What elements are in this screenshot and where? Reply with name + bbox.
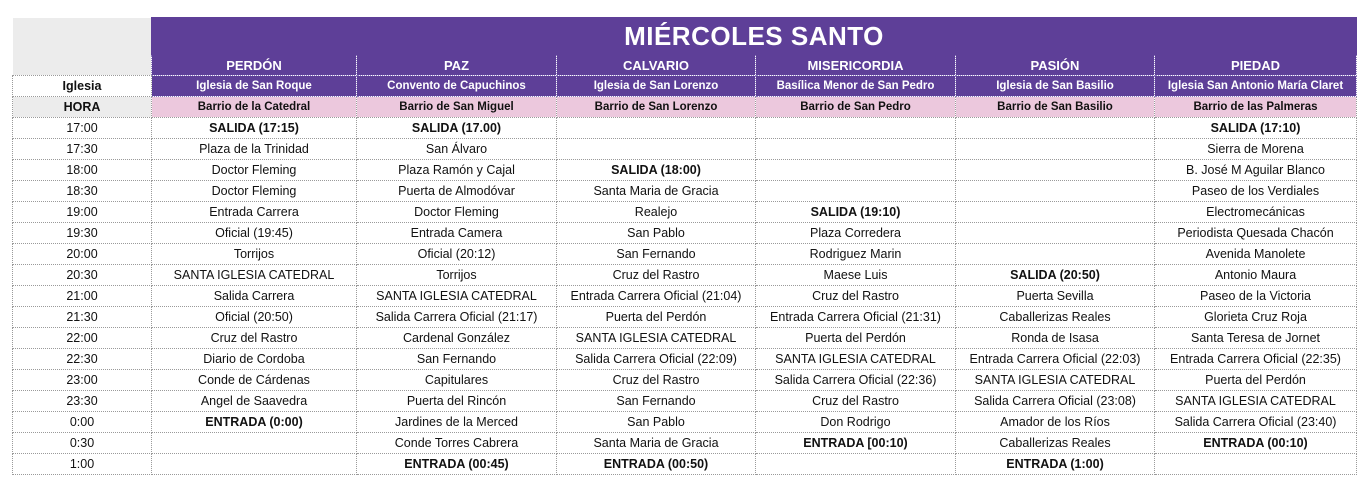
procession-schedule-table <box>12 17 1357 475</box>
route-cell: San Pablo <box>557 412 756 433</box>
route-cell: SALIDA (17.00) <box>357 118 557 139</box>
title-row <box>13 18 1357 55</box>
route-cell: Puerta Sevilla <box>956 286 1155 307</box>
brotherhood-name: PIEDAD <box>1155 55 1357 76</box>
route-cell: Salida Carrera Oficial (23:40) <box>1155 412 1357 433</box>
route-cell: SALIDA (20:50) <box>956 265 1155 286</box>
route-cell: Paseo de los Verdiales <box>1155 181 1357 202</box>
brotherhood-name: MISERICORDIA <box>756 55 956 76</box>
time-cell: 22:30 <box>13 349 152 370</box>
corner-cell <box>13 18 152 55</box>
hora-label: HORA <box>13 97 152 118</box>
route-cell: Caballerizas Reales <box>956 433 1155 454</box>
brotherhood-name: PAZ <box>357 55 557 76</box>
route-cell: Glorieta Cruz Roja <box>1155 307 1357 328</box>
route-cell: Cruz del Rastro <box>152 328 357 349</box>
route-cell <box>557 118 756 139</box>
church-name: Basílica Menor de San Pedro <box>756 76 956 97</box>
route-cell: SALIDA (19:10) <box>756 202 956 223</box>
route-cell: Paseo de la Victoria <box>1155 286 1357 307</box>
route-cell <box>152 433 357 454</box>
route-cell: Plaza Corredera <box>756 223 956 244</box>
route-cell: Cruz del Rastro <box>756 391 956 412</box>
route-cell <box>756 454 956 475</box>
barrio-name: Barrio de las Palmeras <box>1155 97 1357 118</box>
route-cell: Cardenal González <box>357 328 557 349</box>
table-row <box>13 454 1357 475</box>
route-cell: ENTRADA (00:50) <box>557 454 756 475</box>
brotherhood-name: PASIÓN <box>956 55 1155 76</box>
route-cell: San Álvaro <box>357 139 557 160</box>
route-cell: ENTRADA (1:00) <box>956 454 1155 475</box>
route-cell: Salida Carrera <box>152 286 357 307</box>
route-cell: SANTA IGLESIA CATEDRAL <box>756 349 956 370</box>
barrio-row <box>13 97 1357 118</box>
church-name: Iglesia de San Basilio <box>956 76 1155 97</box>
route-cell: Entrada Carrera Oficial (21:04) <box>557 286 756 307</box>
time-cell: 17:00 <box>13 118 152 139</box>
route-cell: Plaza de la Trinidad <box>152 139 357 160</box>
route-cell: Santa Teresa de Jornet <box>1155 328 1357 349</box>
iglesia-label: Iglesia <box>13 76 152 97</box>
route-cell <box>152 454 357 475</box>
route-cell <box>956 202 1155 223</box>
route-cell <box>1155 454 1357 475</box>
barrio-name: Barrio de la Catedral <box>152 97 357 118</box>
route-cell: Periodista Quesada Chacón <box>1155 223 1357 244</box>
route-cell <box>756 139 956 160</box>
route-cell: Antonio Maura <box>1155 265 1357 286</box>
barrio-name: Barrio de San Basilio <box>956 97 1155 118</box>
route-cell: SALIDA (18:00) <box>557 160 756 181</box>
route-cell: SALIDA (17:10) <box>1155 118 1357 139</box>
route-cell: SANTA IGLESIA CATEDRAL <box>1155 391 1357 412</box>
route-cell: Salida Carrera Oficial (22:09) <box>557 349 756 370</box>
route-cell: Santa Maria de Gracia <box>557 181 756 202</box>
route-cell <box>956 223 1155 244</box>
schedule-wrapper <box>12 17 1357 475</box>
route-cell: Oficial (20:12) <box>357 244 557 265</box>
route-cell: Salida Carrera Oficial (23:08) <box>956 391 1155 412</box>
route-cell <box>956 244 1155 265</box>
route-cell <box>756 160 956 181</box>
route-cell: SANTA IGLESIA CATEDRAL <box>357 286 557 307</box>
time-cell: 21:30 <box>13 307 152 328</box>
table-row <box>13 139 1357 160</box>
route-cell: Puerta del Perdón <box>1155 370 1357 391</box>
route-cell: ENTRADA [00:10) <box>756 433 956 454</box>
route-cell: Entrada Carrera <box>152 202 357 223</box>
route-cell: Doctor Fleming <box>357 202 557 223</box>
table-row <box>13 118 1357 139</box>
route-cell: San Fernando <box>557 244 756 265</box>
table-row <box>13 412 1357 433</box>
table-row <box>13 244 1357 265</box>
route-cell: Torrijos <box>152 244 357 265</box>
table-row <box>13 391 1357 412</box>
route-cell <box>956 160 1155 181</box>
route-cell: B. José M Aguilar Blanco <box>1155 160 1357 181</box>
route-cell: Jardines de la Merced <box>357 412 557 433</box>
route-cell: Puerta del Perdón <box>756 328 956 349</box>
route-cell: SANTA IGLESIA CATEDRAL <box>152 265 357 286</box>
route-cell: Doctor Fleming <box>152 160 357 181</box>
route-cell <box>557 139 756 160</box>
time-cell: 19:00 <box>13 202 152 223</box>
time-cell: 17:30 <box>13 139 152 160</box>
route-cell: Rodriguez Marin <box>756 244 956 265</box>
table-row <box>13 265 1357 286</box>
church-name: Iglesia San Antonio María Claret <box>1155 76 1357 97</box>
page-title: MIÉRCOLES SANTO <box>152 18 1357 55</box>
route-cell: Maese Luis <box>756 265 956 286</box>
route-cell: Caballerizas Reales <box>956 307 1155 328</box>
table-row <box>13 370 1357 391</box>
route-cell: Entrada Carrera Oficial (21:31) <box>756 307 956 328</box>
route-cell: Don Rodrigo <box>756 412 956 433</box>
barrio-name: Barrio de San Lorenzo <box>557 97 756 118</box>
brotherhood-name: PERDÓN <box>152 55 357 76</box>
time-cell: 22:00 <box>13 328 152 349</box>
route-cell: Cruz del Rastro <box>557 370 756 391</box>
barrio-name: Barrio de San Pedro <box>756 97 956 118</box>
route-cell: Salida Carrera Oficial (21:17) <box>357 307 557 328</box>
table-row <box>13 202 1357 223</box>
route-cell: SANTA IGLESIA CATEDRAL <box>557 328 756 349</box>
route-cell: Amador de los Ríos <box>956 412 1155 433</box>
route-cell: San Fernando <box>357 349 557 370</box>
route-cell: Torrijos <box>357 265 557 286</box>
barrio-name: Barrio de San Miguel <box>357 97 557 118</box>
route-cell: Oficial (20:50) <box>152 307 357 328</box>
church-name: Iglesia de San Roque <box>152 76 357 97</box>
time-cell: 18:00 <box>13 160 152 181</box>
route-cell: Entrada Carrera Oficial (22:03) <box>956 349 1155 370</box>
table-row <box>13 223 1357 244</box>
time-cell: 0:00 <box>13 412 152 433</box>
route-cell: Capitulares <box>357 370 557 391</box>
route-cell <box>956 181 1155 202</box>
route-cell: Santa Maria de Gracia <box>557 433 756 454</box>
corner-cell-2 <box>13 55 152 76</box>
route-cell: Angel de Saavedra <box>152 391 357 412</box>
route-cell: San Fernando <box>557 391 756 412</box>
route-cell: SANTA IGLESIA CATEDRAL <box>956 370 1155 391</box>
route-cell <box>756 118 956 139</box>
route-cell: Conde de Cárdenas <box>152 370 357 391</box>
time-cell: 0:30 <box>13 433 152 454</box>
time-cell: 23:30 <box>13 391 152 412</box>
table-row <box>13 433 1357 454</box>
route-cell: ENTRADA (00:45) <box>357 454 557 475</box>
route-cell: Realejo <box>557 202 756 223</box>
table-row <box>13 160 1357 181</box>
route-cell: ENTRADA (00:10) <box>1155 433 1357 454</box>
time-cell: 23:00 <box>13 370 152 391</box>
route-cell: ENTRADA (0:00) <box>152 412 357 433</box>
route-cell: Sierra de Morena <box>1155 139 1357 160</box>
table-row <box>13 286 1357 307</box>
route-cell: Doctor Fleming <box>152 181 357 202</box>
route-cell: Oficial (19:45) <box>152 223 357 244</box>
table-row <box>13 328 1357 349</box>
time-cell: 21:00 <box>13 286 152 307</box>
time-cell: 20:00 <box>13 244 152 265</box>
route-cell: Plaza Ramón y Cajal <box>357 160 557 181</box>
route-cell: Conde Torres Cabrera <box>357 433 557 454</box>
route-cell: Avenida Manolete <box>1155 244 1357 265</box>
church-row <box>13 76 1357 97</box>
time-cell: 19:30 <box>13 223 152 244</box>
route-cell: Ronda de Isasa <box>956 328 1155 349</box>
route-cell: Diario de Cordoba <box>152 349 357 370</box>
time-cell: 20:30 <box>13 265 152 286</box>
brotherhood-header-row <box>13 55 1357 76</box>
route-cell: Electromecánicas <box>1155 202 1357 223</box>
route-cell: Cruz del Rastro <box>557 265 756 286</box>
route-cell: Entrada Carrera Oficial (22:35) <box>1155 349 1357 370</box>
route-cell: Puerta del Perdón <box>557 307 756 328</box>
route-cell: Entrada Camera <box>357 223 557 244</box>
time-cell: 1:00 <box>13 454 152 475</box>
route-cell <box>756 181 956 202</box>
table-row <box>13 349 1357 370</box>
church-name: Iglesia de San Lorenzo <box>557 76 756 97</box>
table-row <box>13 307 1357 328</box>
route-cell <box>956 118 1155 139</box>
route-cell: Cruz del Rastro <box>756 286 956 307</box>
route-cell: Salida Carrera Oficial (22:36) <box>756 370 956 391</box>
route-cell: Puerta de Almodóvar <box>357 181 557 202</box>
route-cell <box>956 139 1155 160</box>
route-cell: Puerta del Rincón <box>357 391 557 412</box>
route-cell: San Pablo <box>557 223 756 244</box>
church-name: Convento de Capuchinos <box>357 76 557 97</box>
route-cell: SALIDA (17:15) <box>152 118 357 139</box>
table-row <box>13 181 1357 202</box>
brotherhood-name: CALVARIO <box>557 55 756 76</box>
time-cell: 18:30 <box>13 181 152 202</box>
